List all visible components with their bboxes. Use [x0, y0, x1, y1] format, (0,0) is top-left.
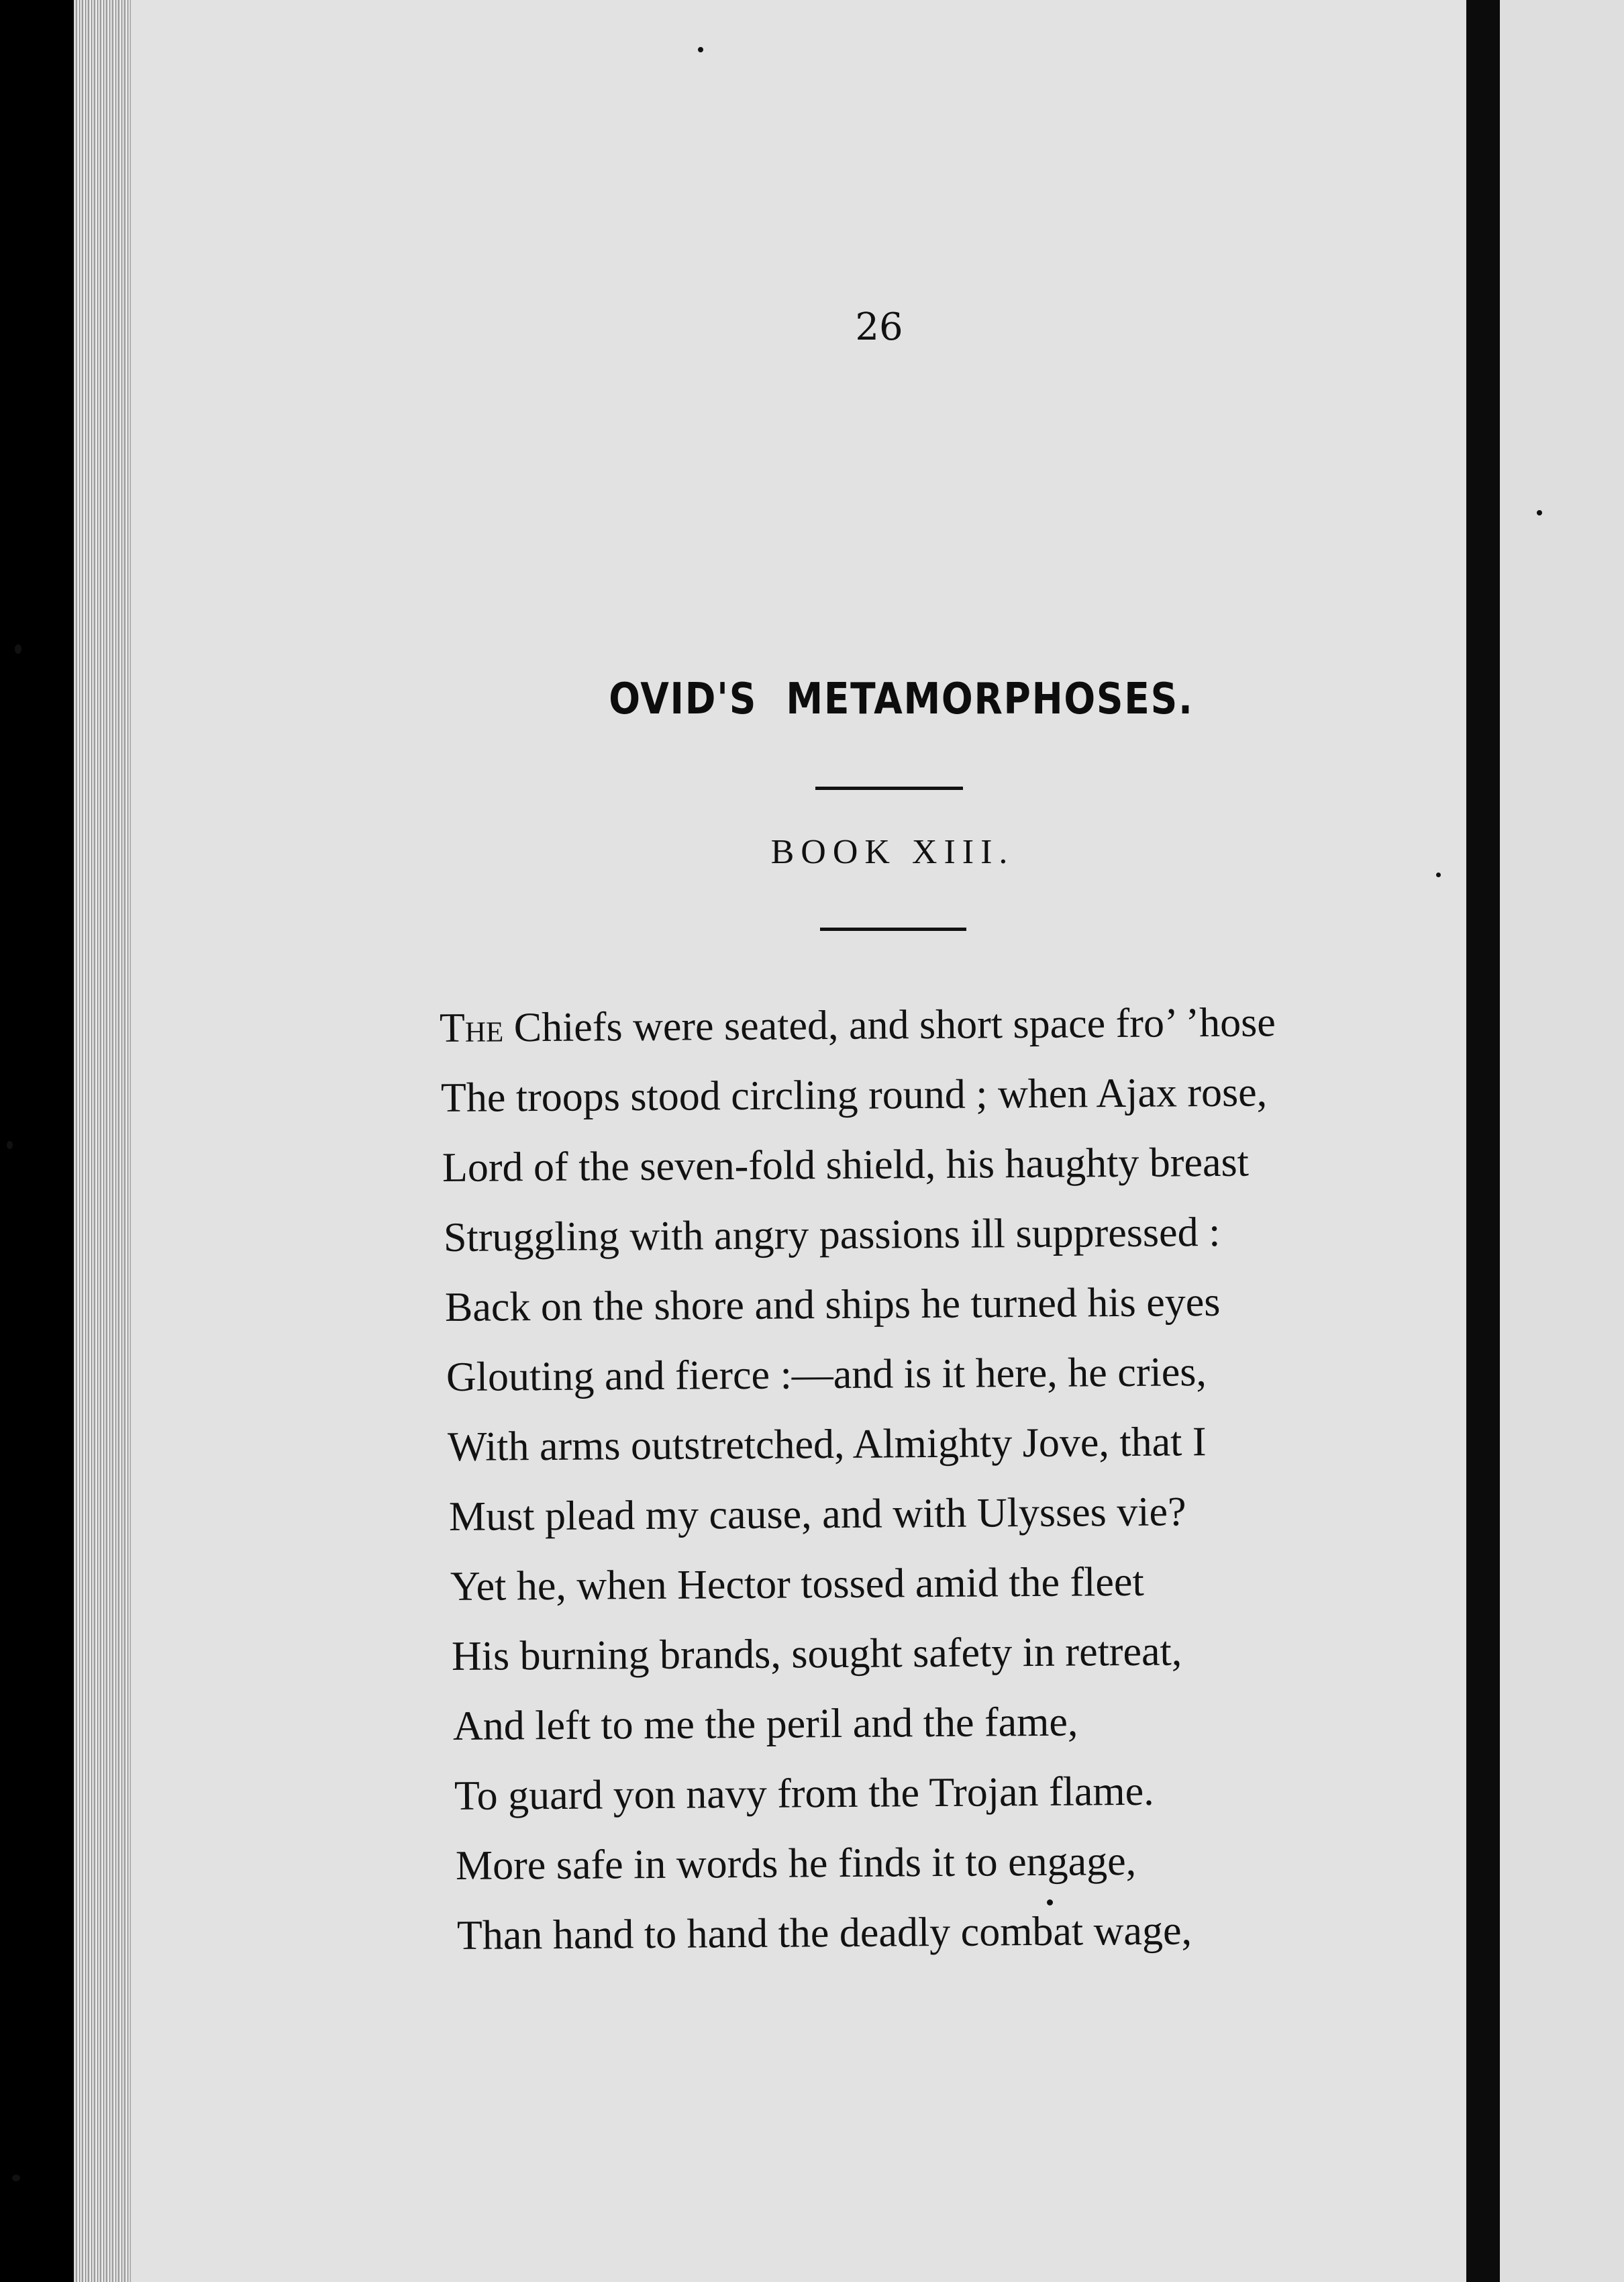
- poem-line: His burning brands, sought safety in retreat,: [451, 1628, 1182, 1680]
- scan-speck: [1436, 873, 1441, 877]
- divider-rule-bottom: [820, 928, 966, 931]
- scan-speck: [7, 1141, 13, 1149]
- poem-line: The troops stood circling round ; when Ajax rose,: [440, 1069, 1268, 1122]
- scan-speck: [698, 47, 703, 52]
- poem-line: With arms outstretched, Almighty Jove, that I: [447, 1419, 1207, 1471]
- page-number: 26: [855, 305, 903, 349]
- scan-speck: [1537, 510, 1542, 515]
- scan-speck: [1047, 1899, 1053, 1905]
- poem-text: [440, 990, 1413, 1967]
- scan-speck: [12, 2175, 20, 2181]
- poem-line: Struggling with angry passions ill suppressed :: [443, 1209, 1221, 1261]
- poem-line: Must plead my cause, and with Ulysses vie?: [448, 1489, 1186, 1540]
- scan-speck: [15, 644, 21, 654]
- poem-line: To guard yon navy from the Trojan flame.: [454, 1768, 1154, 1820]
- book-heading: BOOK XIII.: [770, 833, 1015, 871]
- divider-rule-top: [815, 787, 963, 790]
- poem-line: Than hand to hand the deadly combat wage,: [456, 1907, 1192, 1959]
- poem-first-word: The: [439, 1005, 504, 1052]
- poem-line: More safe in words he finds it to engage,: [455, 1838, 1137, 1889]
- poem-line: And left to me the peril and the fame,: [452, 1699, 1078, 1750]
- page-title: OVID'S METAMORPHOSES.: [609, 675, 1194, 724]
- poem-line: Glouting and fierce :—and is it here, he cries,: [446, 1349, 1207, 1401]
- poem-line: [440, 987, 1413, 1063]
- poem-line: Lord of the seven-fold shield, his haughty breast: [442, 1139, 1250, 1191]
- poem-first-line-rest: Chiefs were seated, and short space fro’ ’hose: [503, 999, 1276, 1051]
- poem-line: Yet he, when Hector tossed amid the fleet: [450, 1558, 1144, 1610]
- poem-line: Back on the shore and ships he turned his eyes: [444, 1279, 1221, 1331]
